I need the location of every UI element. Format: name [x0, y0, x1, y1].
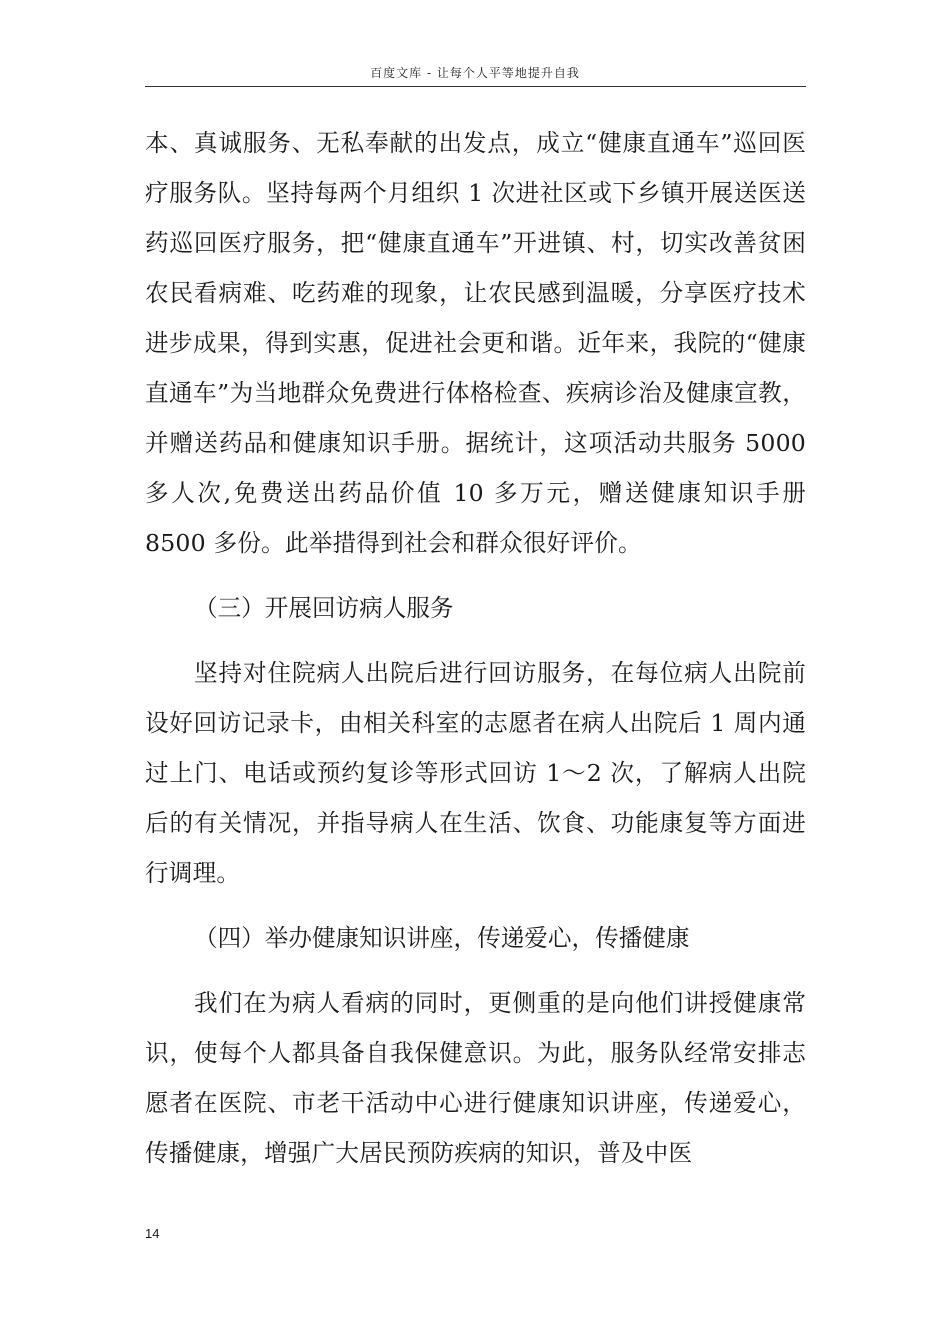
paragraph-followup-service: 坚持对住院病人出院后进行回访服务，在每位病人出院前设好回访记录卡，由相关科室的志愿者在病人出院后 1 周内通过上门、电话或预约复诊等形式回访 1～2 次，了解病人出院后的有关情况，并指导病人在生活、饮食、功能康复等方面进行调理。: [145, 659, 806, 887]
page-number: 14: [145, 1226, 160, 1241]
paragraph-spacer: [145, 633, 806, 648]
paragraph-spacer: [145, 568, 806, 583]
section-heading-4: （四）举办健康知识讲座，传递爱心，传播健康: [194, 924, 690, 952]
document-body: [145, 118, 806, 1178]
paragraph-continued: 本、真诚服务、无私奉献的出发点，成立“健康直通车”巡回医疗服务队。坚持每两个月组织 1 次进社区或下乡镇开展送医送药巡回医疗服务，把“健康直通车”开进镇、村，切实改善贫困农民看病难、吃药难的现象，让农民感到温暖，分享医疗技术进步成果，得到实惠，促进社会更和谐。近年来，我院的“健康直通车”为当地群众免费进行体格检查、疾病诊治及健康宣教，并赠送药品和健康知识手册。据统计，这项活动共服务 5000 多人次,免费送出药品价值 10 多万元，赠送健康知识手册 8500 多份。此举措得到社会和群众很好评价。: [145, 129, 806, 557]
paragraph-spacer: [145, 963, 806, 978]
page-header: 百度文库 - 让每个人平等地提升自我: [370, 66, 580, 80]
paragraph-health-lectures: 我们在为病人看病的同时，更侧重的是向他们讲授健康常识，使每个人都具备自我保健意识。为此，服务队经常安排志愿者在医院、市老干活动中心进行健康知识讲座，传递爱心，传播健康，增强广大居民预防疾病的知识，普及中医: [145, 989, 806, 1167]
paragraph-spacer: [145, 898, 806, 913]
header-divider: [145, 86, 806, 87]
section-heading-3: （三）开展回访病人服务: [194, 594, 454, 622]
